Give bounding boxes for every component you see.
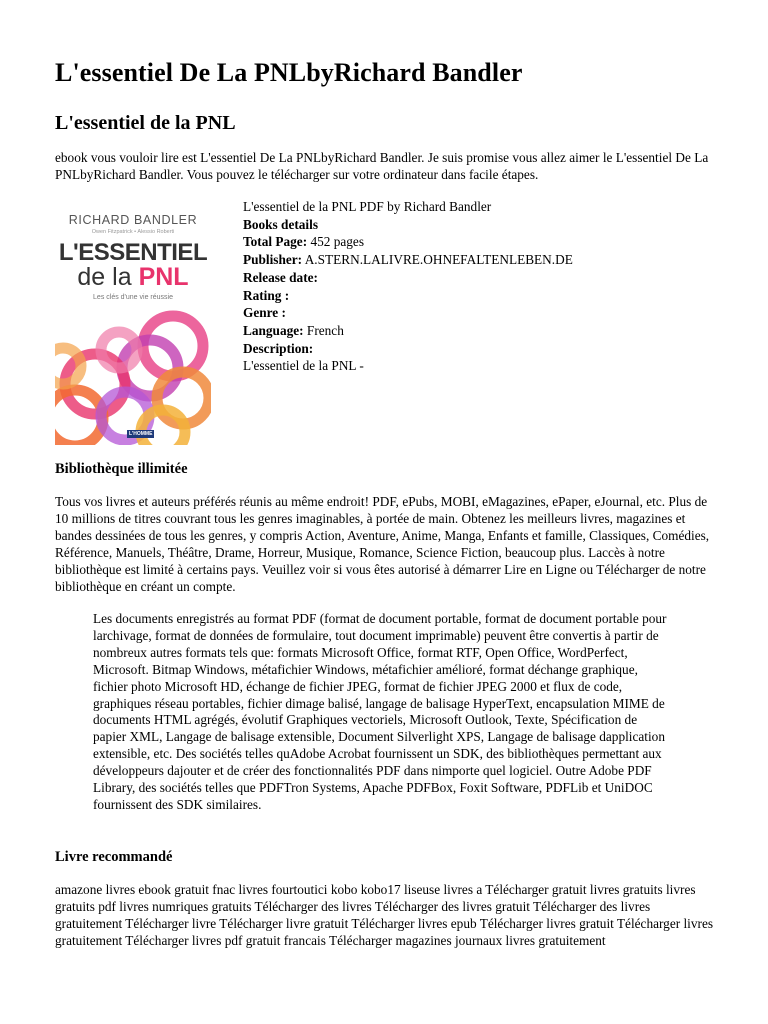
cover-artwork	[55, 306, 211, 445]
books-details-label: Books details	[243, 216, 318, 232]
cover-title-accent: PNL	[138, 263, 189, 291]
library-paragraph: Tous vos livres et auteurs préférés réunis au même endroit! PDF, ePubs, MOBI, eMagazines, ePaper, eJournal, etc. Plus de 10 millions de titres couvrant tous les genres imaginables, à portée de main. Obtenez les meilleurs livres, magazines et bandes dessinées de tous les genres, y compris Action, Aventure, Anime, Manga, Enfants et famille, Classiques, Comédies, Référence, Manuels, Théâtre, Drame, Horreur, Musique, Romance, Science Fiction, beaucoup plus. Laccès à notre bibliothèque est limité à certains pays. Veuillez voir si vous êtes autorisé à démarrer Lire en Ligne ou Télécharger de notre bibliothèque en créant un compte.	[55, 494, 710, 594]
intro-paragraph: ebook vous vouloir lire est L'essentiel De La PNLbyRichard Bandler. Je suis promise vous allez aimer le L'essentiel De La PNLbyRichard Bandler. Vous pouvez le télécharger sur votre ordinateur dans facile étapes.	[55, 150, 709, 182]
total-page-value: 452 pages	[307, 234, 365, 250]
details-heading: L'essentiel de la PNL PDF by Richard Bandler	[243, 199, 492, 214]
cover-author: RICHARD BANDLER	[68, 213, 198, 227]
publisher-label: Publisher:	[243, 252, 303, 268]
book-subtitle: L'essentiel de la PNL	[55, 112, 236, 134]
genre-label: Genre :	[243, 305, 286, 321]
description-value: L'essentiel de la PNL -	[243, 358, 364, 374]
cover-title-line1: L'ESSENTIEL	[58, 239, 208, 266]
formats-paragraph: Les documents enregistrés au format PDF (format de document portable, format de document portable pour larchivage, format de données de formulaire, tout document imprimable) peuvent être convertis à partir de nombreux autres formats tels que: formats Microsoft Office, format RTF, Open Office, WordPerfect, Microsoft. Bitmap Windows, métafichier Windows, métafichier amélioré, format déchange graphique, fichier photo Microsoft HD, échange de fichier JPEG, format de fichier JPEG 2000 et flux de code, graphiques réseau portables, fichier dimage balisé, langage de balisage HyperText, encapsulation MIME de documents HTML agrégés, évolutif Graphiques vectoriels, Microsoft Outlook, Texte, Spécification de papier XML, Langage de balisage extensible, Document Silverlight XPS, Langage de balisage dapplication extensible, etc. Des sociétés telles quAdobe Acrobat fournissent un SDK, des bibliothèques permettant aux développeurs dajouter et de créer des fonctionnalités PDF dans nimporte quel logiciel. Outre Adobe PDF Library, des sociétés telles que PDFTron Systems, Apache PDFBox, Foxit Software, PDFLib et UniDOC fournissent des SDK similaires.	[93, 611, 667, 812]
book-details	[243, 198, 713, 375]
description-label: Description:	[243, 340, 314, 356]
cover-title-prefix: de la	[77, 263, 139, 291]
cover-publisher-logo: L'HOMME	[129, 431, 153, 437]
page-title: L'essentiel De La PNLbyRichard Bandler	[55, 58, 523, 87]
language-value: French	[303, 322, 344, 338]
library-heading: Bibliothèque illimitée	[55, 461, 188, 477]
total-page-label: Total Page:	[243, 234, 308, 250]
book-cover-image	[55, 203, 211, 445]
cover-title-line2	[55, 263, 211, 292]
cover-coauthors: Owen Fitzpatrick • Alessio Roberti	[91, 229, 175, 235]
release-date-label: Release date:	[243, 269, 318, 285]
language-label: Language:	[243, 322, 304, 338]
cover-tagline: Les clés d'une vie réussie	[93, 294, 173, 301]
recommended-paragraph: amazone livres ebook gratuit fnac livres fourtoutici kobo kobo17 liseuse livres a Télécharger gratuit livres gratuits livres gratuits pdf livres numriques gratuits Télécharger des livres Télécharger des livres gratuit Télécharger des livres gratuitement Télécharger livre Télécharger livre gratuit Télécharger livres epub Télécharger livres gratuit Télécharger livres gratuitement Télécharger livres pdf gratuit francais Télécharger magazines journaux livres gratuitement	[55, 882, 714, 948]
rating-label: Rating :	[243, 287, 290, 303]
recommended-heading: Livre recommandé	[55, 849, 173, 865]
publisher-value: A.STERN.LALIVRE.OHNEFALTENLEBEN.DE	[302, 252, 573, 268]
